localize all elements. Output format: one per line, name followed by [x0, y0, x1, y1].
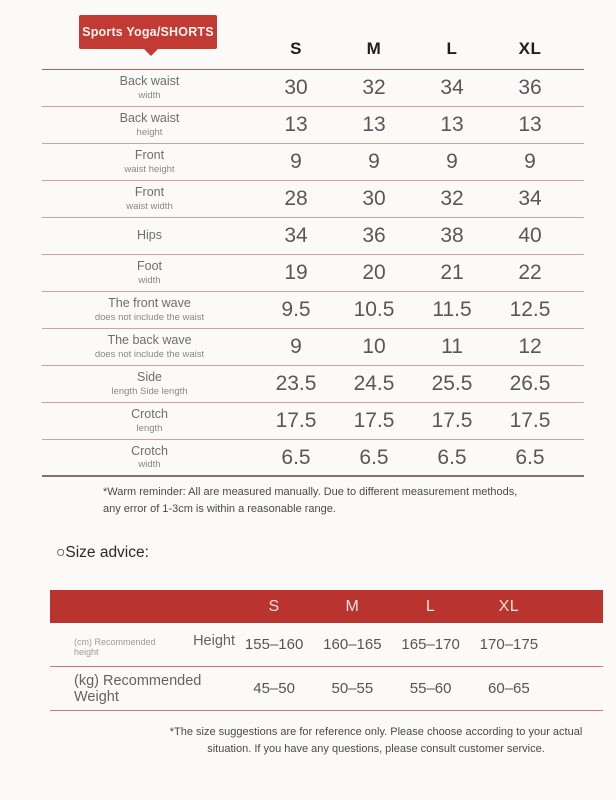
footer-note: *The size suggestions are for reference only. Please choose according to your actual situation. If you have any questions, please consult customer service. — [169, 726, 583, 756]
value-m: 24.5 — [353, 372, 395, 395]
measurement-label: Side length Side length — [111, 370, 188, 397]
advice-row-label: (kg) Recommended Weight — [74, 672, 202, 705]
advice-value-s: 45–50 — [253, 680, 295, 697]
size-table-row — [42, 440, 584, 477]
size-table-row — [42, 107, 584, 144]
value-m: 10 — [362, 335, 386, 358]
size-advice-heading: ○Size advice: — [56, 544, 149, 561]
value-s: 17.5 — [275, 409, 317, 432]
size-table-row — [42, 144, 584, 181]
size-header-m: M — [366, 38, 382, 58]
advice-value-s: 155–160 — [244, 636, 304, 653]
value-xl: 12.5 — [509, 298, 551, 321]
advice-value-l: 55–60 — [409, 680, 452, 697]
value-xl: 40 — [518, 224, 542, 247]
size-advice-row — [50, 667, 603, 711]
size-table-row — [42, 181, 584, 218]
size-table-row — [42, 366, 584, 403]
value-m: 6.5 — [359, 445, 389, 469]
measurement-label: Back waist height — [119, 111, 180, 138]
value-l: 21 — [440, 261, 464, 284]
advice-value-xl: 170–175 — [479, 636, 539, 653]
value-m: 36 — [362, 224, 386, 247]
size-header-s: S — [290, 38, 302, 58]
value-l: 34 — [440, 76, 464, 99]
value-s: 30 — [284, 76, 308, 99]
size-table-header — [42, 28, 584, 70]
value-m: 10.5 — [353, 298, 395, 321]
size-advice-header — [50, 590, 603, 623]
size-table-row — [42, 292, 584, 329]
value-xl: 6.5 — [515, 445, 545, 469]
value-xl: 9 — [524, 150, 536, 173]
advice-value-l: 165–170 — [401, 636, 460, 653]
value-l: 32 — [440, 187, 464, 210]
value-l: 11 — [441, 335, 463, 358]
measurement-label: Crotch length — [131, 407, 168, 434]
measurement-label: Hips — [136, 228, 162, 243]
measurement-label: Back waist width — [119, 74, 180, 101]
value-s: 34 — [284, 224, 308, 247]
advice-header-l: L — [425, 597, 436, 615]
size-table-row — [42, 255, 584, 292]
value-l: 9 — [446, 150, 458, 173]
size-table — [42, 28, 584, 477]
advice-header-xl: XL — [498, 597, 520, 615]
size-header-xl: XL — [518, 38, 542, 58]
advice-header-s: S — [268, 597, 280, 615]
value-s: 9 — [290, 150, 302, 173]
measurement-label: Front waist height — [124, 148, 175, 175]
value-m: 17.5 — [353, 409, 395, 432]
size-advice-row — [50, 623, 603, 667]
value-m: 30 — [362, 187, 386, 210]
value-s: 9.5 — [281, 298, 311, 321]
product-tab-label: Sports Yoga/SHORTS — [82, 25, 214, 39]
advice-value-xl: 60–65 — [488, 680, 530, 697]
value-s: 19 — [284, 261, 308, 284]
advice-header-m: M — [345, 597, 360, 615]
value-m: 13 — [362, 113, 386, 136]
value-xl: 12 — [518, 335, 542, 358]
value-l: 17.5 — [431, 409, 473, 432]
value-xl: 22 — [518, 261, 542, 284]
advice-value-m: 50–55 — [331, 680, 374, 697]
size-table-row — [42, 329, 584, 366]
size-advice-table — [50, 590, 603, 711]
value-xl: 36 — [518, 76, 542, 99]
size-advice-body — [50, 623, 603, 711]
value-s: 9 — [290, 335, 302, 358]
warm-reminder-note: *Warm reminder: All are measured manually. Due to different measurement methods, any error of 1-3cm is within a reasonable range. — [103, 486, 518, 515]
measurement-label: The front wave does not include the waist — [94, 296, 205, 323]
advice-row-label: (cm) Recommended height Height — [74, 632, 235, 657]
value-m: 32 — [362, 76, 386, 99]
measurement-label: Crotch width — [131, 443, 168, 471]
measurement-label: The back wave does not include the waist — [94, 333, 205, 360]
size-table-row — [42, 70, 584, 107]
value-m: 20 — [362, 261, 386, 284]
advice-value-m: 160–165 — [323, 636, 382, 653]
size-table-row — [42, 403, 584, 440]
value-l: 11.5 — [432, 298, 472, 321]
value-s: 23.5 — [275, 372, 317, 395]
value-m: 9 — [368, 150, 380, 173]
value-xl: 34 — [518, 187, 542, 210]
value-s: 6.5 — [281, 445, 311, 469]
value-xl: 17.5 — [509, 409, 551, 432]
value-l: 38 — [440, 224, 464, 247]
value-s: 13 — [284, 113, 308, 136]
size-table-row — [42, 218, 584, 255]
value-s: 28 — [284, 187, 308, 210]
measurement-label: Foot width — [136, 259, 162, 286]
size-table-body — [42, 70, 584, 477]
value-xl: 13 — [518, 113, 542, 136]
measurement-label: Front waist width — [126, 185, 173, 212]
value-xl: 26.5 — [509, 372, 551, 395]
value-l: 13 — [440, 113, 464, 136]
size-header-l: L — [446, 38, 458, 58]
value-l: 25.5 — [431, 372, 473, 395]
value-l: 6.5 — [437, 445, 467, 469]
